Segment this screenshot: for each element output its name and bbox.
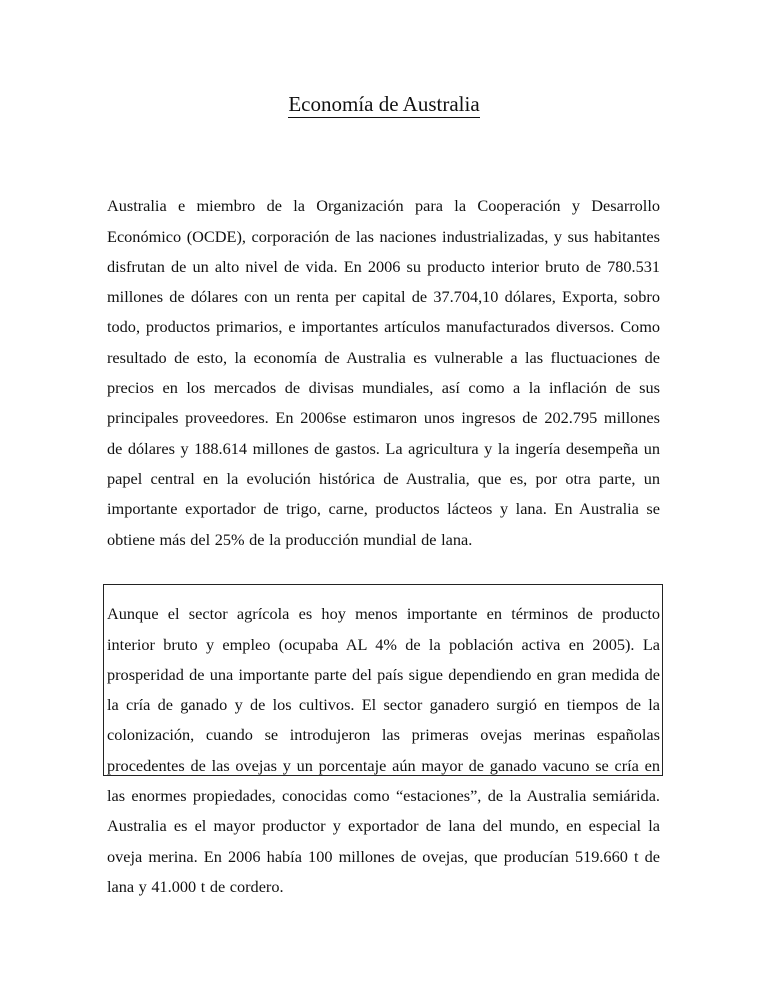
document-title: Economía de Australia bbox=[288, 92, 480, 116]
paragraph-agriculture: Aunque el sector agrícola es hoy menos importante en términos de producto interior bruto y empleo (ocupaba AL 4% de la población activa en 2005). La prosperidad de una importante parte del país sigue dependiendo en gran medida de la cría de ganado y de los cultivos. El sector ganadero surgió en tiempos de la colonización, cuando se introdujeron las primeras ovejas merinas españolas procedentes de las ovejas y un porcentaje aún mayor de ganado vacuno se cría en las enormes propiedades, conocidas como “estaciones”, de la Australia semiárida. Australia es el mayor productor y exportador de lana del mundo, en especial la oveja merina. En 2006 había 100 millones de ovejas, que producían 519.660 t de lana y 41.000 t de cordero. bbox=[107, 604, 660, 896]
paragraph-economy-overview: Australia e miembro de la Organización para la Cooperación y Desarrollo Económico (OCDE), corporación de las naciones industrializadas, y sus habitantes disfrutan de un alto nivel de vida. En 2006 su producto interior bruto de 780.531 millones de dólares con un renta per capital de 37.704,10 dólares, Exporta, sobro todo, productos primarios, e importantes artículos manufacturados diversos. Como resultado de esto, la economía de Australia es vulnerable a las fluctuaciones de precios en los mercados de divisas mundiales, así como a la inflación de sus principales proveedores. En 2006se estimaron unos ingresos de 202.795 millones de dólares y 188.614 millones de gastos. La agricultura y la ingería desempeña un papel central en la evolución histórica de Australia, que es, por otra parte, un importante exportador de trigo, carne, productos lácteos y lana. En Australia se obtiene más del 25% de la producción mundial de lana. bbox=[107, 196, 660, 549]
document-title-container bbox=[0, 90, 768, 118]
